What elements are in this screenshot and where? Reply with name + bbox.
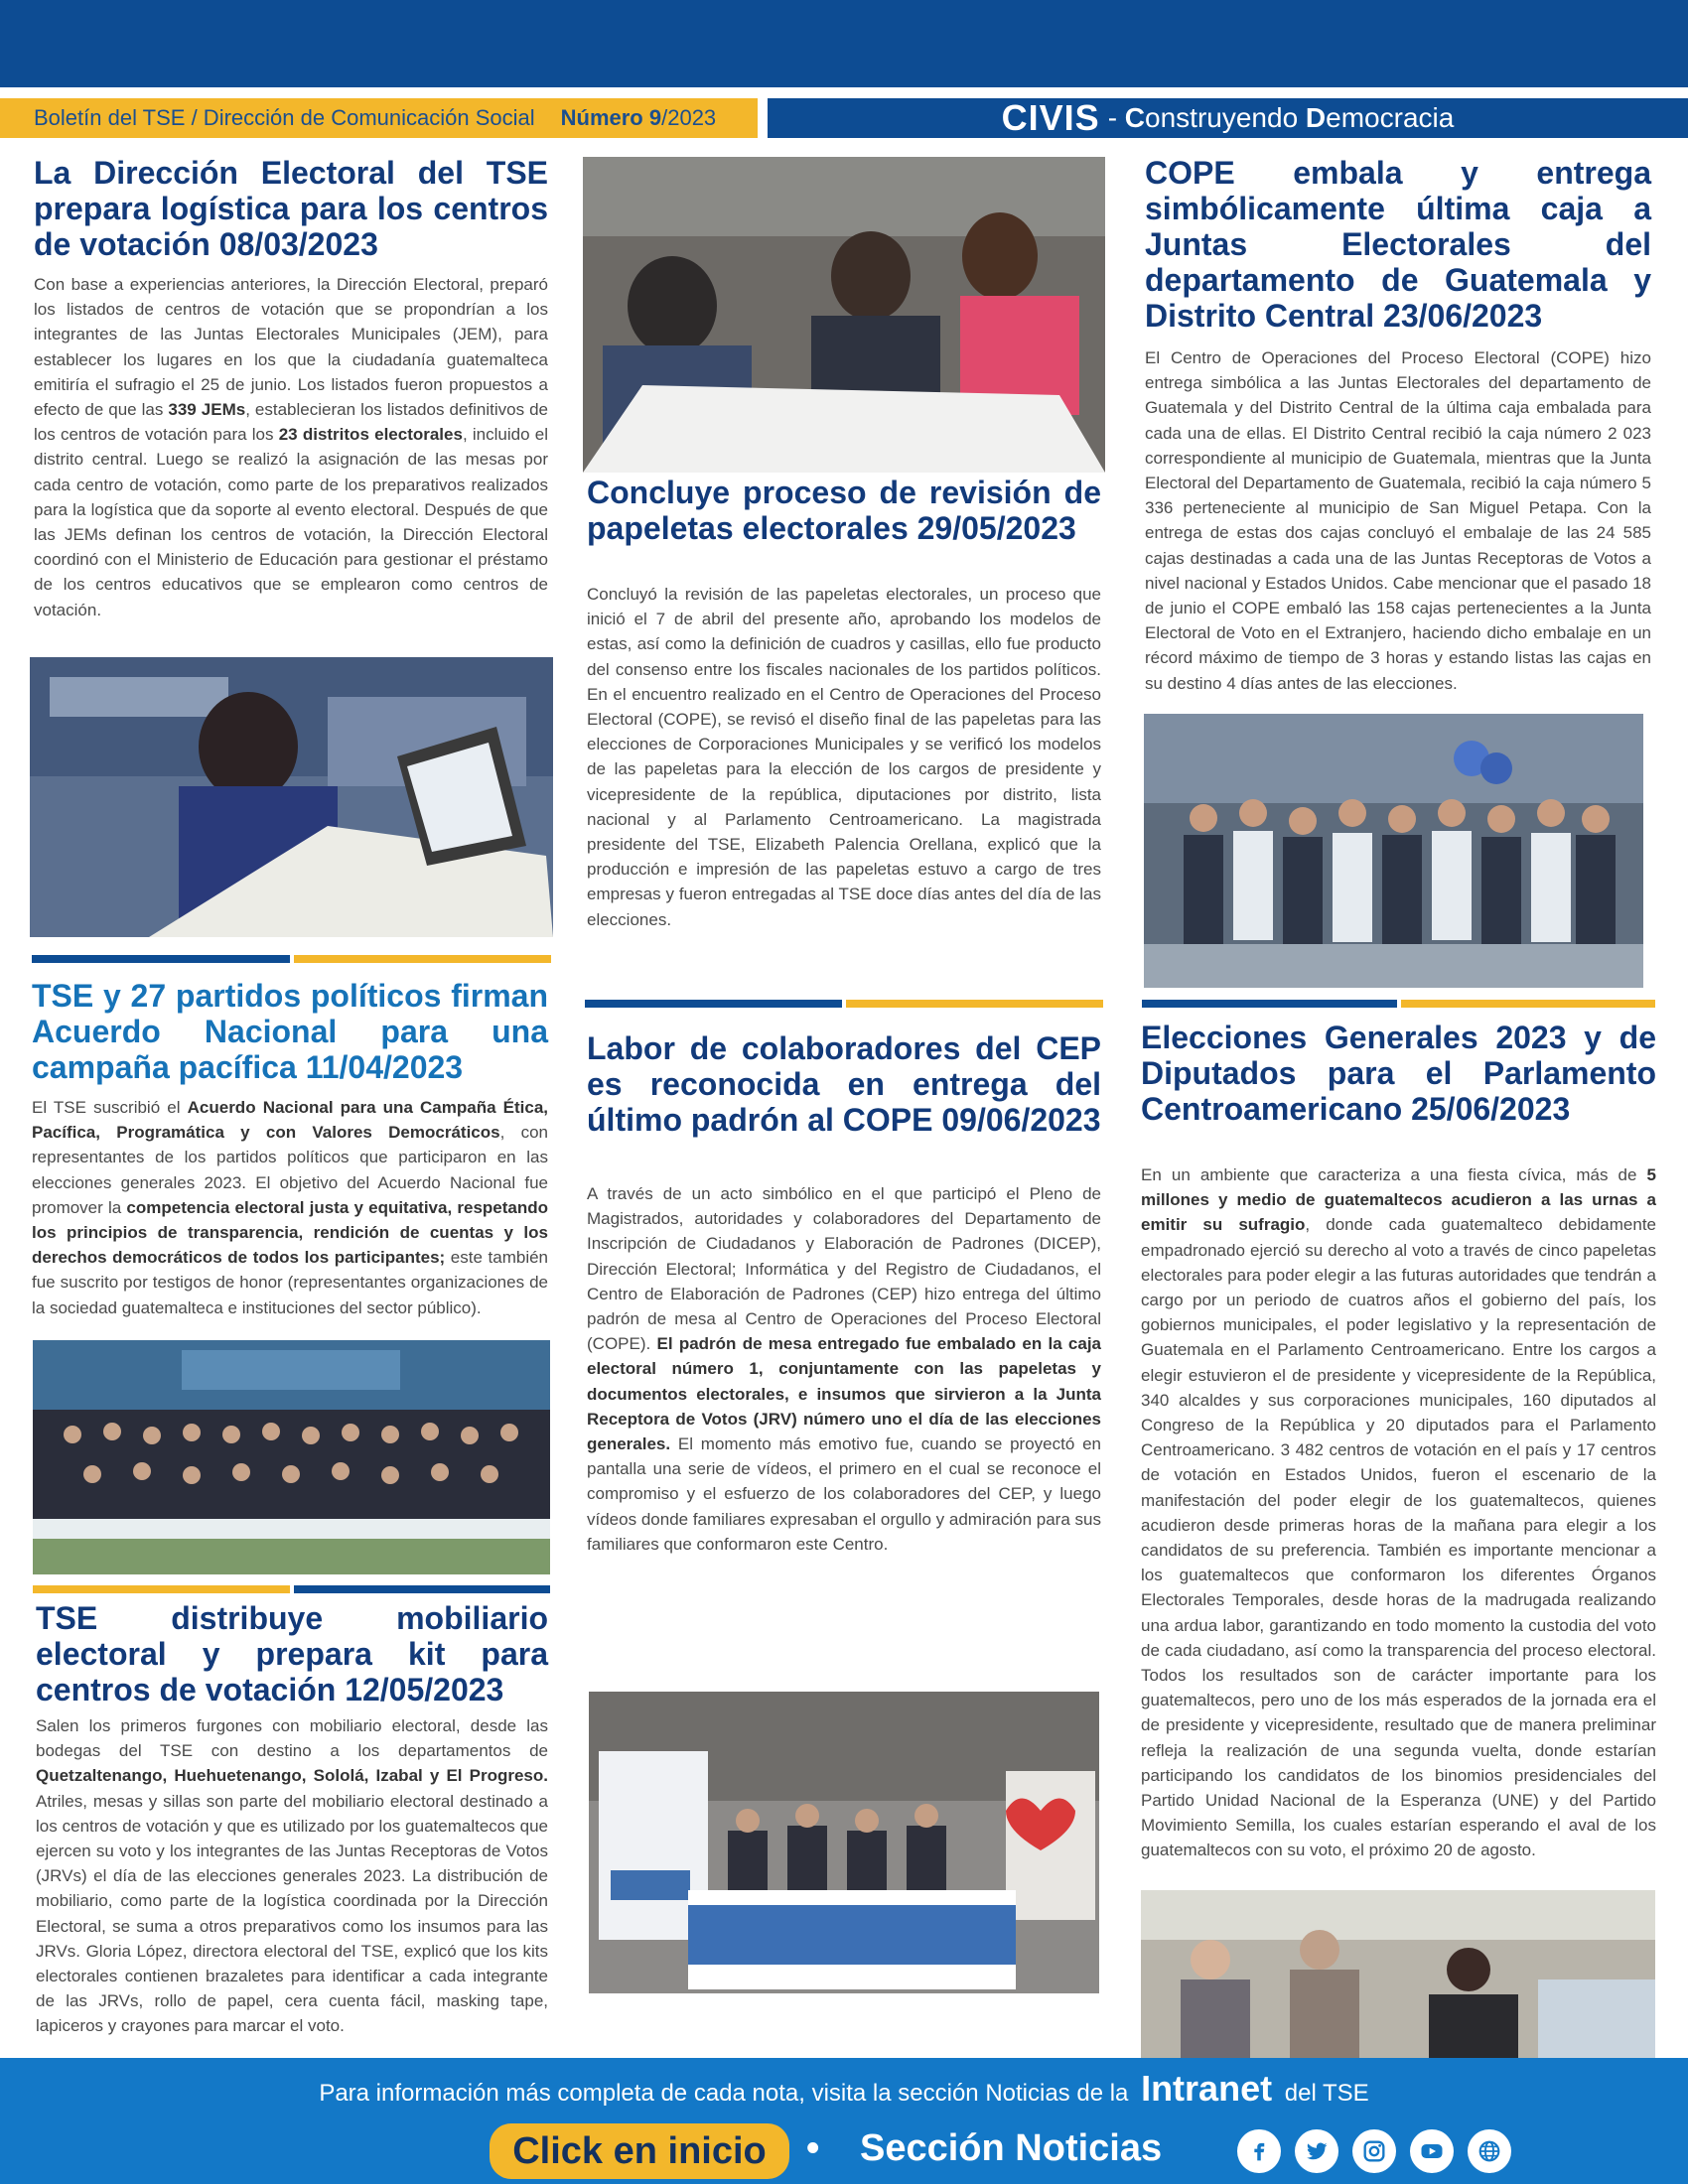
article-cope <box>1145 155 1651 696</box>
footer-banner <box>0 2058 1688 2184</box>
article-elecciones <box>1141 1020 1656 1863</box>
article-acuerdo <box>32 978 548 1320</box>
article-title: Elecciones Generales 2023 y de Diputados para el Parlamento Centroamericano 25/06/2023 <box>1141 1020 1656 1127</box>
footer-bullet: • <box>806 2127 820 2169</box>
news-section-label: Sección Noticias <box>860 2127 1163 2169</box>
twitter-icon[interactable] <box>1295 2129 1338 2173</box>
brand-name: CIVIS <box>1001 98 1100 138</box>
click-inicio-button[interactable]: Click en inicio <box>490 2123 789 2179</box>
article-title: TSE distribuye mobiliario electoral y prepara kit para centros de votación 12/05/2023 <box>36 1600 548 1707</box>
brand-strip <box>768 98 1688 138</box>
photo-voting-center <box>1141 1890 1655 2058</box>
photo-group-signing <box>33 1340 550 1574</box>
bulletin-strip <box>0 98 758 138</box>
social-icons <box>1237 2129 1511 2173</box>
article-title: TSE y 27 partidos políticos firman Acuerdo Nacional para una campaña pacífica 11/04/2023 <box>32 978 548 1085</box>
photo-cope-group <box>1144 714 1643 988</box>
article-title: Labor de colaboradores del CEP es reconocida en entrega del último padrón al COPE 09/06/2023 <box>587 1030 1101 1138</box>
top-banner <box>0 0 1688 87</box>
intranet-link[interactable]: Intranet <box>1141 2068 1273 2109</box>
photo-padron-ceremony <box>589 1692 1099 1993</box>
instagram-icon[interactable] <box>1352 2129 1396 2173</box>
footer-info: Para información más completa de cada nota, visita la sección Noticias de la Intranet del TSE <box>319 2068 1369 2109</box>
article-body: El TSE suscribió el Acuerdo Nacional para una Campaña Ética, Pacífica, Programática y con Valores Democráticos, con representantes de los partidos políticos que participaron en las elecciones generales 2023. El objetivo del Acuerdo Nacional fue promover la competencia electoral justa y equitativa, respetando los principios de transparencia, rendición de cuentas y los derechos democráticos de todos los participantes; este también fue suscrito por testigos de honor (representantes organizaciones de la sociedad guatemalteca e instituciones del sector público). <box>32 1098 549 1317</box>
article-body: Concluyó la revisión de las papeletas electorales, un proceso que inició el 7 de abril del presente año, aprobando los modelos de estas, así como la definición de cuadros y casillas, ello fue producto del consenso entre los fiscales nacionales de los partidos políticos. En el encuentro realizado en el Centro de Operaciones del Proceso Electoral (COPE), se revisó el diseño final de las papeletas para las elecciones de Corporaciones Municipales y se verificó los modelos de las papeletas para la elección de los cargos de presidente y vicepresidente de la república, diputaciones por distrito, lista nacional y al Parlamento Centroamericano. La magistrada presidente del TSE, Elizabeth Palencia Orellana, explicó que la producción e impresión de las papeletas estuvo a cargo de tres empresas y fueron entregadas al TSE doce días antes del día de las elecciones. <box>587 585 1101 929</box>
article-body: Con base a experiencias anteriores, la Dirección Electoral, preparó los listados de centros de votación que se propondrían a los integrantes de las Juntas Electorales Municipales (JEM), para establecer los lugares en los que la ciudadanía guatemalteca emitiría el sufragio el 25 de junio. Los listados fueron propuestos a efecto de que las 339 JEMs, establecieran los listados definitivos de los centros de votación para los 23 distritos electorales, incluido el distrito central. Luego se realizó la asignación de las mesas por cada centro de votación, como parte de los preparativos realizados para la logística que da soporte al evento electoral. Después de que las JEMs definan los centros de votación, la Dirección Electoral coordinó con el Ministerio de Educación para gestionar el préstamo de los centros educativos que se emplearon como centros de votación. <box>34 275 548 619</box>
web-icon[interactable] <box>1468 2129 1511 2173</box>
article-body: A través de un acto simbólico en el que participó el Pleno de Magistrados, autoridades y colaboradores del Departamento de Inscripción de Ciudadanos y Elaboración de Padrones (DICEP), Dirección Electoral; Informática y del Registro de Ciudadanos, el Centro de Elaboración de Padrones (CEP) hizo entrega del último padrón de mesa al Centro de Operaciones del Proceso Electoral (COPE). El padrón de mesa entregado fue embalado en la caja electoral número 1, conjuntamente con las papeletas y documentos electorales, e insumos que sirvieron a la Junta Receptora de Votos (JRV) número uno el día de las elecciones generales. El momento más emotivo fue, cuando se proyectó en pantalla una serie de vídeos, el primero en el cual se reconoce el compromiso y el esfuerzo de los colaboradores del CEP, y luego vídeos donde familiares expresaban el orgullo y admiración para sus familiares que conformaron este Centro. <box>587 1184 1101 1554</box>
article-mobiliario <box>36 1600 548 2039</box>
article-body: En un ambiente que caracteriza a una fiesta cívica, más de 5 millones y medio de guatemaltecos acudieron a las urnas a emitir su sufragio, donde cada guatemalteco debidamente empadronado ejerció su derecho al voto a través de cinco papeletas electorales para poder elegir a las futuras autoridades que tendrán a cargo por un periodo de cuatros años el gobierno del país, los gobiernos municipales, el poder legislativo y la representación de Guatemala en el Parlamento Centroamericano. Entre los cargos a elegir estuvieron el de presidente y vicepresidente de la República, 340 alcaldes y sus corporaciones municipales, 160 diputados al Congreso de la República y 20 diputados para el Parlamento Centroamericano. 3 482 centros de votación en el país y 17 centros de votación en Estados Unidos, fueron el escenario de la manifestación del poder elegir de los guatemaltecos, quienes acudieron desde primeras horas de la mañana para elegir a los candidatos de su preferencia. También es importante mencionar a los guatemaltecos que conformaron los diferentes Órganos Electorales Temporales, desde horas de la madrugada realizando una ardua labor, garantizando en todo momento la custodia del voto de cada ciudadano, así como la transparencia del proceso electoral. Todos los resultados son de carácter importante para los guatemaltecos, pero uno de los más esperados de la jornada era el de presidente y vicepresidente, resultado que de manera preliminar refleja la realización de una segunda vuelta, donde estarían participando los candidatos de los binomios presidenciales del Partido Unidad Nacional de la Esperanza (UNE) y del Partido Movimiento Semilla, los cuales estarían esperando el aval de los guatemaltecos con su voto, el próximo 20 de agosto. <box>1141 1165 1656 1860</box>
article-body: Salen los primeros furgones con mobiliario electoral, desde las bodegas del TSE con destino a los departamentos de Quetzaltenango, Huehuetenango, Sololá, Izabal y El Progreso. Atriles, mesas y sillas son parte del mobiliario electoral destinado a los centros de votación y que es utilizado por los guatemaltecos que ejercen su voto y los integrantes de las Juntas Receptoras de Votos (JRVs) el día de las elecciones generales 2023. La distribución de mobiliario, como parte de la logística coordinada por la Dirección Electoral, se suma a otros preparativos como los insumos para las JRVs. Gloria López, directora electoral del TSE, explicó que los kits electorales contienen brazaletes para identificar a cada integrante de las JRVs, rollo de papel, cera cuenta fácil, masking tape, lapiceros y crayones para marcar el voto. <box>36 1716 548 2036</box>
article-papeletas <box>587 475 1101 932</box>
youtube-icon[interactable] <box>1410 2129 1454 2173</box>
bulletin-name: Boletín del TSE / Dirección de Comunicación Social <box>34 105 535 130</box>
photo-woman-laptop <box>30 657 553 937</box>
photo-ballot-review <box>583 157 1105 473</box>
section-divider <box>32 955 551 963</box>
article-padron <box>587 1030 1101 1557</box>
section-divider <box>585 1000 1103 1008</box>
article-title: COPE embala y entrega simbólicamente última caja a Juntas Electorales del departamento de Guatemala y Distrito Central 23/06/2023 <box>1145 155 1651 334</box>
article-body: El Centro de Operaciones del Proceso Electoral (COPE) hizo entrega simbólica a las Juntas Electorales del departamento de Guatemala y del Distrito Central de la última caja embalada para cada una de ellas. El Distrito Central recibió la caja número 2 023 correspondiente al municipio de Guatemala, mientras que la Junta Electoral del Departamento de Guatemala, recibió la caja número 5 336 perteneciente al municipio de San Miguel Petapa. Con la entrega de estas dos cajas concluyó el embalaje de las 24 585 cajas destinadas a cada una de las Juntas Receptoras de Votos a nivel nacional y Estados Unidos. Cabe mencionar que el pasado 18 de junio el COPE embaló las 158 cajas pertenecientes a la Junta Electoral de Voto en el Extranjero, haciendo dicho embalaje en un récord máximo de tiempo de 3 horas y estando listas las cajas en su destino 4 días antes de las elecciones. <box>1145 348 1651 693</box>
section-divider <box>33 1585 550 1593</box>
article-logistica <box>34 155 548 622</box>
top-banner-gap <box>0 87 1688 95</box>
brand-tagline: - Construyendo Democracia <box>1107 102 1455 133</box>
article-title: Concluye proceso de revisión de papeletas electorales 29/05/2023 <box>587 475 1101 546</box>
article-title: La Dirección Electoral del TSE prepara logística para los centros de votación 08/03/2023 <box>34 155 548 262</box>
issue-number: Número 9/2023 <box>560 105 717 130</box>
section-divider <box>1142 1000 1655 1008</box>
facebook-icon[interactable] <box>1237 2129 1281 2173</box>
